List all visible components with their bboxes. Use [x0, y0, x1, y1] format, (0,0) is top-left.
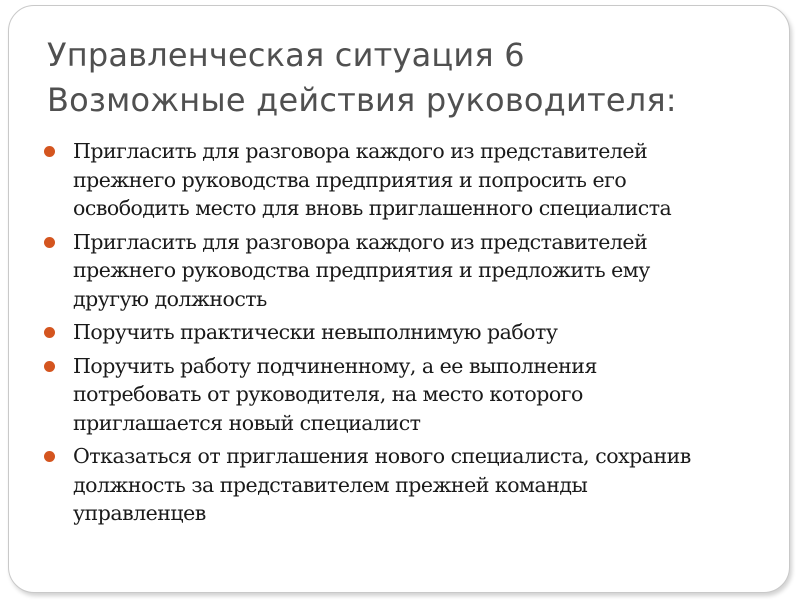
bullet-item — [44, 228, 774, 314]
bullet-item — [44, 352, 774, 438]
bullet-dot-icon — [44, 327, 55, 338]
bullet-text-line: прежнего руководства предприятия и попросить его — [73, 167, 627, 192]
bullet-item — [44, 318, 774, 347]
bullet-item — [44, 137, 774, 223]
bullet-dot-icon — [44, 146, 55, 157]
slide-title-line-1: Управленческая ситуация 6 — [47, 36, 525, 74]
bullet-item — [44, 442, 774, 528]
slide-title — [47, 33, 777, 123]
bullet-text-line: приглашается новый специалист — [73, 410, 421, 435]
bullet-text-line: потребовать от руководителя, на место которого — [73, 382, 583, 406]
bullet-list — [44, 137, 774, 533]
slide-title-line-2: Возможные действия руководителя: — [47, 81, 677, 119]
bullet-text-line: Поручить практически невыполнимую работу — [73, 320, 558, 344]
bullet-text-line: Поручить работу подчиненному, а ее выполнения — [73, 353, 597, 378]
bullet-text-line: Пригласить для разговора каждого из представителей — [73, 229, 648, 254]
bullet-text-line: другую должность — [73, 286, 267, 311]
bullet-text-line: Пригласить для разговора каждого из представителей — [73, 139, 648, 163]
bullet-text-line: прежнего руководства предприятия и предложить ему — [73, 258, 650, 282]
bullet-text-line: Отказаться от приглашения нового специалиста, сохранив — [73, 444, 691, 468]
bullet-dot-icon — [44, 361, 55, 372]
bullet-text-line: освободить место для вновь приглашенного специалиста — [73, 196, 672, 220]
bullet-text-line: должность за представителем прежней команды — [73, 472, 588, 497]
bullet-text-line: управленцев — [73, 501, 206, 525]
bullet-dot-icon — [44, 451, 55, 462]
bullet-dot-icon — [44, 237, 55, 248]
slide-frame — [8, 5, 790, 593]
